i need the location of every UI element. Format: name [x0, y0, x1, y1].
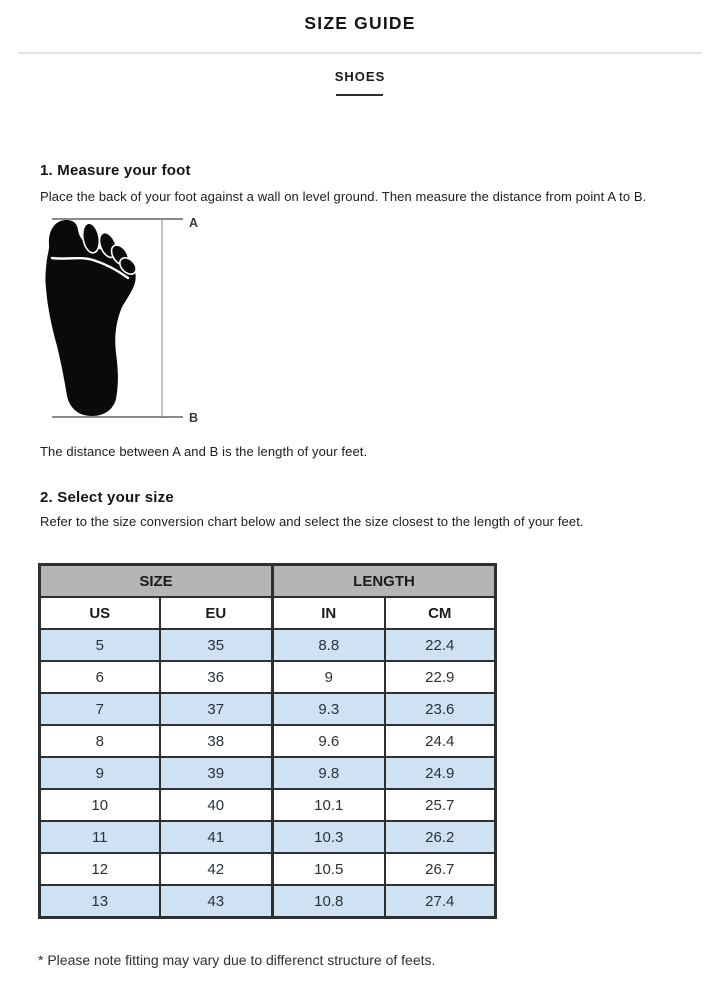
size-conversion-table [38, 563, 497, 919]
table-cell: 22.9 [385, 661, 496, 693]
header-divider [18, 52, 702, 54]
table-row [40, 789, 496, 821]
table-group-header-row [40, 565, 496, 598]
table-cell: 36 [160, 661, 273, 693]
table-cell: 5 [40, 629, 160, 661]
table-cell: 37 [160, 693, 273, 725]
table-cell: 11 [40, 821, 160, 853]
col-header-eu: EU [160, 597, 273, 629]
group-header-length: LENGTH [273, 565, 496, 598]
table-row [40, 853, 496, 885]
table-cell: 26.2 [385, 821, 496, 853]
table-cell: 9.3 [273, 693, 385, 725]
table-cell: 41 [160, 821, 273, 853]
table-row [40, 629, 496, 661]
table-cell: 8 [40, 725, 160, 757]
table-row [40, 693, 496, 725]
table-row [40, 661, 496, 693]
table-cell: 7 [40, 693, 160, 725]
table-cell: 24.9 [385, 757, 496, 789]
foot-measure-diagram [40, 210, 215, 425]
table-cell: 9.6 [273, 725, 385, 757]
table-cell: 43 [160, 885, 273, 918]
table-cell: 10.1 [273, 789, 385, 821]
foot-silhouette-icon [45, 220, 139, 416]
group-header-size: SIZE [40, 565, 273, 598]
table-cell: 9 [40, 757, 160, 789]
table-cell: 38 [160, 725, 273, 757]
table-cell: 9.8 [273, 757, 385, 789]
table-cell: 10.3 [273, 821, 385, 853]
select-step-heading: 2. Select your size [40, 489, 174, 506]
col-header-cm: CM [385, 597, 496, 629]
table-cell: 26.7 [385, 853, 496, 885]
table-row [40, 885, 496, 918]
table-column-header-row [40, 597, 496, 629]
table-cell: 23.6 [385, 693, 496, 725]
col-header-us: US [40, 597, 160, 629]
point-b-label: B [189, 411, 199, 425]
category-underline [336, 94, 383, 96]
table-row [40, 757, 496, 789]
table-cell: 12 [40, 853, 160, 885]
page-title: SIZE GUIDE [304, 13, 416, 33]
select-step-instruction: Refer to the size conversion chart below and select the size closest to the length of your feet. [40, 514, 584, 529]
table-cell: 10.8 [273, 885, 385, 918]
category-title: SHOES [334, 69, 386, 84]
table-cell: 39 [160, 757, 273, 789]
point-a-label: A [189, 216, 199, 230]
table-cell: 35 [160, 629, 273, 661]
table-cell: 22.4 [385, 629, 496, 661]
table-cell: 9 [273, 661, 385, 693]
table-cell: 10 [40, 789, 160, 821]
table-cell: 13 [40, 885, 160, 918]
measure-step-heading: 1. Measure your foot [40, 162, 191, 179]
fitting-footnote: * Please note fitting may vary due to differenct structure of feets. [38, 952, 436, 968]
measure-step-instruction: Place the back of your foot against a wall on level ground. Then measure the distance from point A to B. [40, 189, 647, 204]
table-row [40, 725, 496, 757]
table-cell: 6 [40, 661, 160, 693]
table-cell: 10.5 [273, 853, 385, 885]
table-row [40, 821, 496, 853]
table-cell: 40 [160, 789, 273, 821]
measure-step-note: The distance between A and B is the length of your feet. [40, 444, 368, 459]
table-cell: 8.8 [273, 629, 385, 661]
table-cell: 25.7 [385, 789, 496, 821]
table-cell: 42 [160, 853, 273, 885]
table-cell: 27.4 [385, 885, 496, 918]
table-cell: 24.4 [385, 725, 496, 757]
col-header-in: IN [273, 597, 385, 629]
